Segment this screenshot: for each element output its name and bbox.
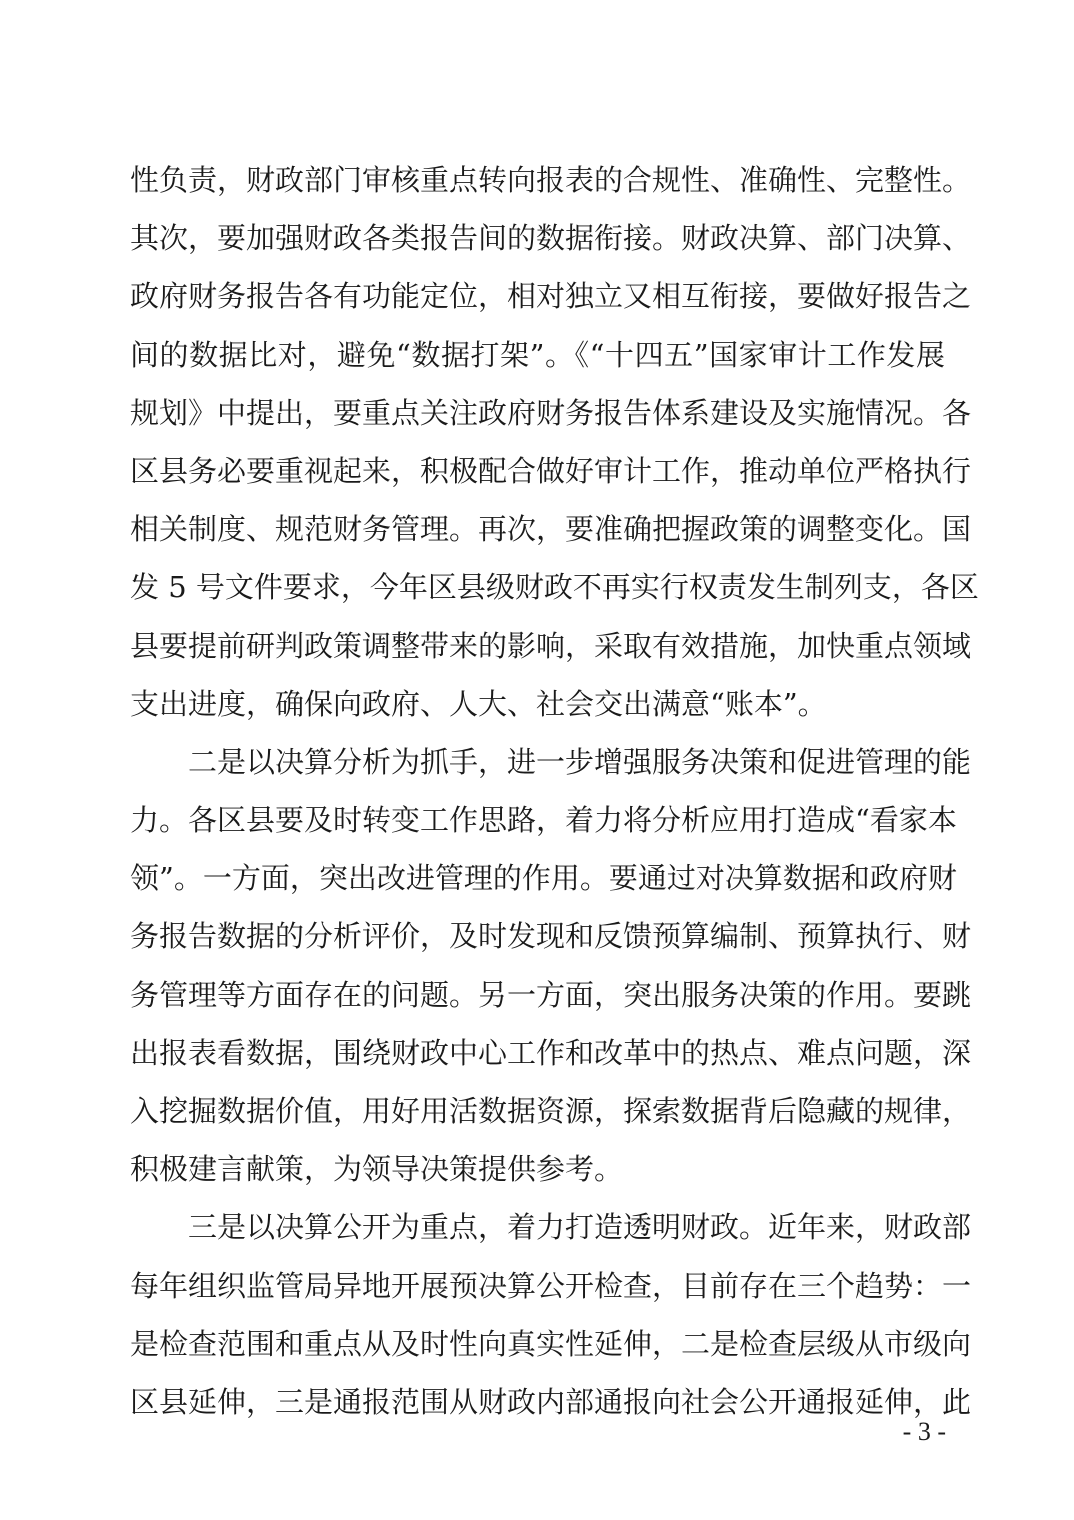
text-line: 出报表看数据，围绕财政中心工作和改革中的热点、难点问题，深 (130, 1035, 972, 1070)
text-line: 规划》中提出，要重点关注政府财务报告体系建设及实施情况。各 (130, 395, 972, 430)
text-line: 每年组织监管局异地开展预决算公开检查，目前存在三个趋势：一 (130, 1268, 972, 1303)
body-text (130, 151, 979, 1431)
text-line: 政府财务报告各有功能定位，相对独立又相互衔接，要做好报告之 (130, 279, 972, 314)
text-line: 积极建言献策，为领导决策提供参考。 (130, 1152, 624, 1187)
text-line: 其次，要加强财政各类报告间的数据衔接。财政决算、部门决算、 (130, 221, 972, 256)
text-line: 支出进度，确保向政府、人大、社会交出满意“账本”。 (130, 686, 827, 721)
text-line: 务报告数据的分析评价，及时发现和反馈预算编制、预算执行、财 (130, 919, 972, 954)
text-line: 力。各区县要及时转变工作思路，着力将分析应用打造成“看家本 (130, 803, 957, 838)
text-line: 入挖掘数据价值，用好用活数据资源，探索数据背后隐藏的规律， (130, 1094, 972, 1128)
page-number: - 3 - (902, 1417, 946, 1446)
text-line: 领”。一方面，突出改进管理的作用。要通过对决算数据和政府财 (130, 861, 957, 896)
text-line: 相关制度、规范财务管理。再次，要准确把握政策的调整变化。国 (130, 512, 972, 547)
text-line: 务管理等方面存在的问题。另一方面，突出服务决策的作用。要跳 (130, 977, 972, 1012)
text-line: 区县务必要重视起来，积极配合做好审计工作，推动单位严格执行 (130, 453, 972, 488)
text-line: 发 5 号文件要求，今年区县级财政不再实行权责发生制列支，各区 (130, 570, 979, 605)
text-line: 间的数据比对，避免“数据打架”。《“十四五”国家审计工作发展 (130, 337, 945, 372)
text-line: 是检查范围和重点从及时性向真实性延伸，二是检查层级从市级向 (130, 1326, 972, 1361)
text-line: 性负责，财政部门审核重点转向报表的合规性、准确性、完整性。 (130, 163, 972, 197)
paragraph-start-line: 二是以决算分析为抓手，进一步增强服务决策和促进管理的能 (188, 744, 972, 779)
text-line: 区县延伸，三是通报范围从财政内部通报向社会公开通报延伸，此 (130, 1384, 972, 1419)
text-line: 县要提前研判政策调整带来的影响，采取有效措施，加快重点领域 (130, 628, 972, 663)
paragraph-start-line: 三是以决算公开为重点，着力打造透明财政。近年来，财政部 (188, 1210, 972, 1245)
